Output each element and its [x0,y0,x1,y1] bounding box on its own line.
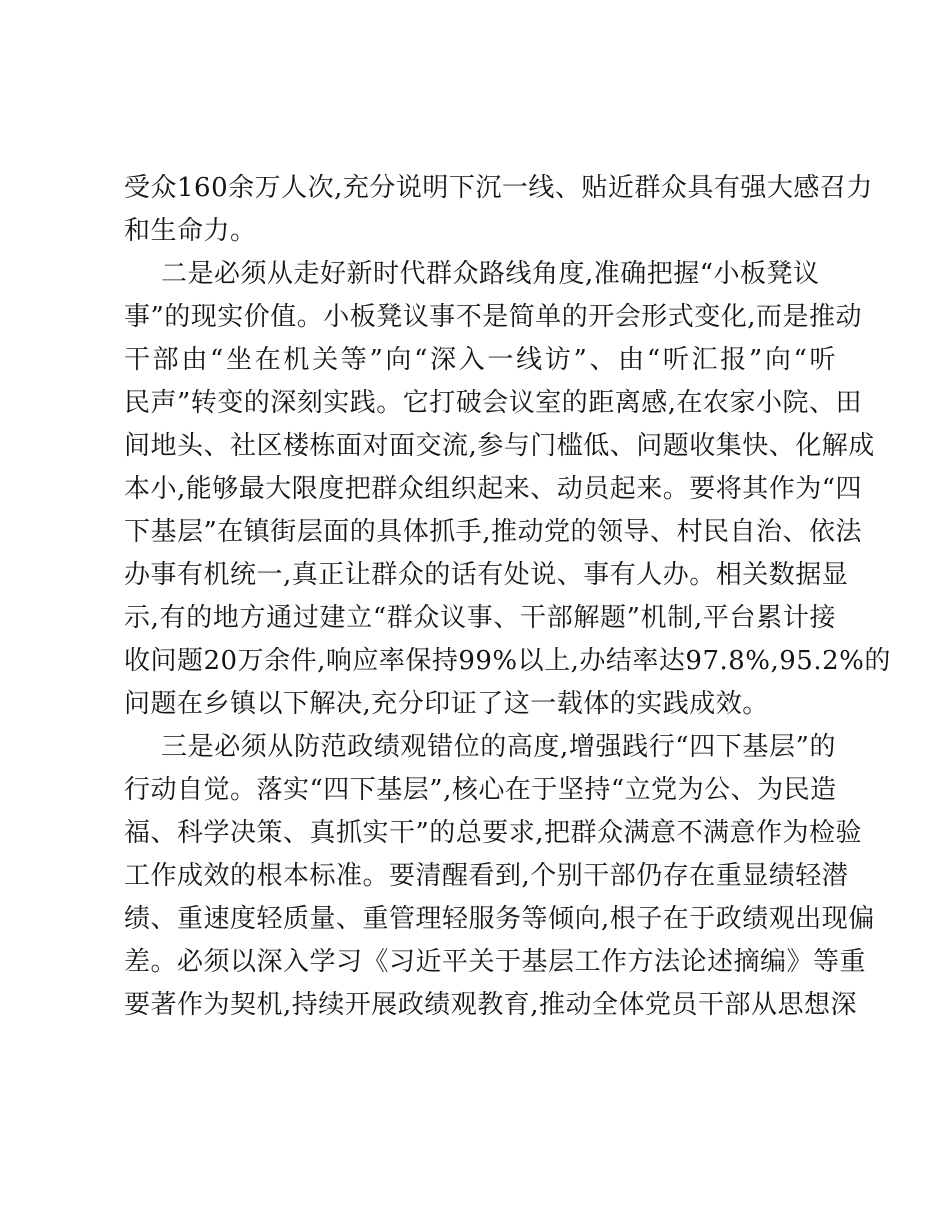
paragraph-2 [124,253,891,726]
text-line: 受众160余万人次,充分说明下沉一线、贴近群众具有强大感召力 [124,173,873,203]
text-line: 要著作为契机,持续开展政绩观教育,推动全体党员干部从思想深 [124,990,858,1020]
text-line: 福、科学决策、真抓实干”的总要求,把群众满意不满意作为检验 [124,818,863,848]
text-line: 和生命力。 [124,216,257,246]
text-line: 收问题20万余件,响应率保持99%以上,办结率达97.8%,95.2%的 [124,646,891,676]
text-line: 干部由“坐在机关等”向“深入一线访”、由“听汇报”向“听 [124,345,836,375]
document-body [124,167,891,1027]
text-line: 间地头、社区楼栋面对面交流,参与门槛低、问题收集快、化解成 [124,431,875,461]
text-line: 问题在乡镇以下解决,充分印证了这一载体的实践成效。 [124,689,769,719]
paragraph-3 [124,726,875,1027]
text-line: 事”的现实价值。小板凳议事不是简单的开会形式变化,而是推动 [124,302,863,332]
text-line: 办事有机统一,真正让群众的话有处说、事有人办。相关数据显 [124,560,849,590]
paragraph-1 [124,167,873,253]
text-line: 二是必须从走好新时代群众路线角度,准确把握“小板凳议 [161,259,820,289]
text-line: 绩、重速度轻质量、重管理轻服务等倾向,根子在于政绩观出现偏 [124,904,875,934]
text-line: 工作成效的根本标准。要清醒看到,个别干部仍存在重显绩轻潜 [124,861,849,891]
text-line: 示,有的地方通过建立“群众议事、干部解题”机制,平台累计接 [124,603,836,633]
text-line: 民声”转变的深刻实践。它打破会议室的距离感,在农家小院、田 [124,388,863,418]
text-line: 行动自觉。落实“四下基层”,核心在于坚持“立党为公、为民造 [124,775,837,805]
text-line: 下基层”在镇街层面的具体抓手,推动党的领导、村民自治、依法 [124,517,863,547]
text-line: 本小,能够最大限度把群众组织起来、动员起来。要将其作为“四 [124,474,863,504]
text-line: 三是必须从防范政绩观错位的高度,增强践行“四下基层”的 [161,732,836,762]
text-line: 差。必须以深入学习《习近平关于基层工作方法论述摘编》等重 [124,947,867,977]
